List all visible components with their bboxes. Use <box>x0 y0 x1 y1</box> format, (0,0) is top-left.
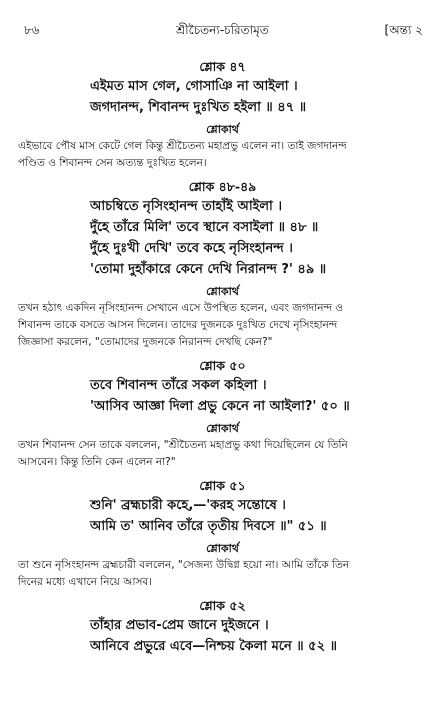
translation-line: তখন শিবানন্দ সেন তাকে বললেন, "শ্রীচৈতন্য মহাপ্রভু কথা দিয়েছিলেন যে তিনি <box>18 439 348 451</box>
verse-line: এইমত মাস গেল, গোসাঞি না আইলা । <box>90 79 298 94</box>
translation-line: শিবানন্দ তাকে বসতে আসন দিলেন। তাদের দুজনকে দুঃখিত দেখে নৃসিংহানন্দ <box>18 319 338 331</box>
translation-line: আসবেন। কিন্তু তিনি কেন এলেন না?" <box>18 456 176 468</box>
verse-line: জগদানন্দ, শিবানন্দ দুঃখিত হইলা ॥ ৪৭ ॥ <box>90 100 307 115</box>
translation-text <box>18 300 427 351</box>
verse-line: তাঁহার প্রভাব-প্রেম জানে দুইজনে । <box>90 618 269 633</box>
verse-heading: শ্লোক ৫০ <box>199 358 246 373</box>
verse-heading: শ্লোক ৫১ <box>199 478 246 493</box>
section-label: [অন্ত্য ২ <box>384 23 423 37</box>
translation-line: দিনের মধ্যে এখানে নিয়ে আসব। <box>18 576 152 588</box>
verse-line: আমি ত' আনিব তাঁরে তৃতীয় দিবসে ॥" ৫১ ॥ <box>90 519 327 534</box>
page-header <box>18 22 427 42</box>
verse-section <box>18 597 427 663</box>
translation-title: শ্লোকার্থ <box>206 422 239 435</box>
translation-line: পণ্ডিত ও শিবানন্দ সেন অত্যন্ত দুঃখিত হলেন। <box>18 157 207 169</box>
verse-line: দুঁহে দুঃখী দেখি' তবে কহে নৃসিংহানন্দ । <box>90 241 293 256</box>
translation-text <box>18 437 427 471</box>
translation-title: শ্লোকার্থ <box>206 542 239 555</box>
verse-text <box>90 76 427 118</box>
page-number: ৮৬ <box>24 23 40 37</box>
verse-section <box>18 58 427 178</box>
verse-text <box>90 495 427 537</box>
page-content <box>18 58 427 663</box>
verse-heading: শ্লোক ৪৮-৪৯ <box>188 179 257 194</box>
verse-line: তবে শিবানন্দ তাঁরে সকল কহিলা । <box>90 378 267 393</box>
verse-line: শুনি' ব্রহ্মচারী কহে,—'করহ সন্তোষে । <box>90 498 286 513</box>
book-title: শ্রীচৈতন্য-চরিতামৃত <box>176 23 269 37</box>
verse-section <box>18 178 427 357</box>
verse-line: 'আসিব আজ্ঞা দিলা প্রভু কেনে না আইলা?' ৫০ ॥ <box>90 399 350 414</box>
verse-section <box>18 477 427 597</box>
verse-line: আচম্বিতে নৃসিংহানন্দ তাহাঁই আইলা । <box>90 199 283 214</box>
verse-line: আনিবে প্রভুরে এবে—নিশ্চয় কৈলা মনে ॥ ৫২ ॥ <box>90 639 337 654</box>
verse-text <box>90 615 427 657</box>
verse-heading: শ্লোক ৫২ <box>199 598 246 613</box>
verse-line: দুঁহে তাঁরে মিলি' তবে স্থানে বসাইলা ॥ ৪৮ ॥ <box>90 220 319 235</box>
verse-heading: শ্লোক ৪৭ <box>199 59 246 74</box>
verse-text <box>90 196 427 280</box>
translation-title: শ্লোকার্থ <box>206 123 239 136</box>
translation-text <box>18 138 427 172</box>
translation-title: শ্লোকার্থ <box>206 285 239 298</box>
section-spacer <box>18 657 427 663</box>
verse-line: 'তোমা দুহাঁকারে কেনে দেখি নিরানন্দ ?' ৪৯ ॥ <box>90 262 327 277</box>
translation-line: এইভাবে পৌষ মাস কেটে গেল কিন্তু শ্রীচৈতন্য মহাপ্রভু এলেন না। তাই জগদানন্দ <box>18 140 347 152</box>
translation-text <box>18 557 427 591</box>
translation-line: জিজ্ঞাসা করলেন, "তোমাদের দুজনকে নিরানন্দ দেখছি কেন?" <box>18 336 273 348</box>
translation-line: তা শুনে নৃসিংহানন্দ ব্রহ্মচারী বললেন, "সেজন্য উদ্বিগ্ন হয়ো না। আমি তাঁকে তিন <box>18 559 350 571</box>
verse-section <box>18 357 427 477</box>
translation-line: তখন হঠাৎ একদিন নৃসিংহানন্দ সেখানে এসে উপস্থিত হলেন, এবং জগদানন্দ ও <box>18 302 343 314</box>
verse-text <box>90 375 427 417</box>
